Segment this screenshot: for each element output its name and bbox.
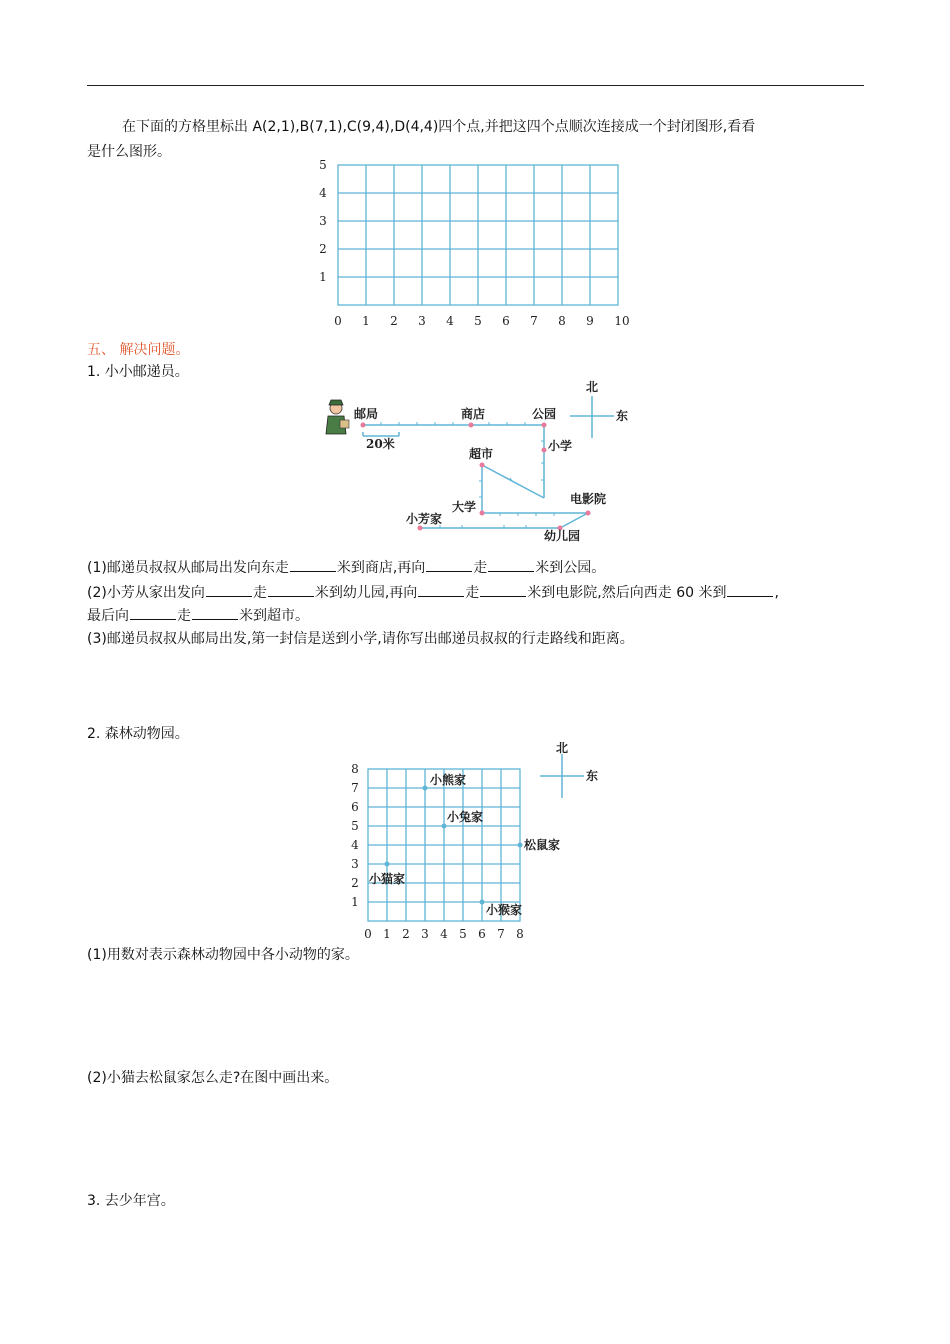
answer-blank[interactable] xyxy=(130,605,176,620)
section-title: 五、 解决问题。 xyxy=(87,342,190,358)
zoo-x-label: 1 xyxy=(383,927,391,941)
kindergarten-label: 幼儿园 xyxy=(544,529,581,543)
zoo-y-label: 4 xyxy=(351,838,359,852)
postman-map xyxy=(320,378,640,548)
q1-part-2-text-a: (2)小芳从家出发向 xyxy=(87,585,205,601)
q1-part-2-text-h: 走 xyxy=(177,608,191,624)
grid1-x-label: 6 xyxy=(502,314,510,328)
grid-1-lines xyxy=(338,165,618,305)
zoo-x-label: 2 xyxy=(402,927,410,941)
university-point xyxy=(480,511,485,516)
coordinate-grid-1 xyxy=(300,155,650,335)
zoo-y-label: 8 xyxy=(351,762,359,776)
grid1-x-label: 10 xyxy=(614,314,630,328)
east-label: 东 xyxy=(616,409,629,423)
squirrel-home-label: 松鼠家 xyxy=(524,838,561,852)
zoo-x-label: 3 xyxy=(421,927,429,941)
park-label: 公园 xyxy=(532,407,557,421)
zoo-y-label: 6 xyxy=(351,800,359,814)
zoo-grid-lines xyxy=(368,769,523,921)
cat-home-label: 小猫家 xyxy=(369,872,406,886)
question-2-title: 2. 森林动物园。 xyxy=(87,726,189,742)
university-label: 大学 xyxy=(452,500,477,514)
q1-part-1-text-c: 走 xyxy=(473,560,488,576)
question-3-title: 3. 去少年宫。 xyxy=(87,1193,175,1209)
q1-part-2-line-2 xyxy=(87,605,309,627)
grid1-y-label: 2 xyxy=(319,242,327,256)
supermarket-label: 超市 xyxy=(469,447,494,461)
north-label: 北 xyxy=(586,380,599,394)
north-label: 北 xyxy=(556,742,569,755)
q1-part-2-text-b: 走 xyxy=(252,585,267,601)
grid1-y-label: 3 xyxy=(319,214,327,228)
q1-part-2-text-g: 最后向 xyxy=(87,608,129,624)
zoo-y-label: 2 xyxy=(351,876,359,890)
cinema-label: 电影院 xyxy=(570,492,607,506)
grid1-x-label: 2 xyxy=(390,314,398,328)
answer-blank[interactable] xyxy=(426,557,472,572)
answer-blank[interactable] xyxy=(192,605,238,620)
zoo-x-label: 8 xyxy=(516,927,524,941)
grid1-x-label: 9 xyxy=(586,314,594,328)
grid1-y-label: 4 xyxy=(319,186,327,200)
supermarket-point xyxy=(480,463,485,468)
zoo-y-label: 5 xyxy=(351,819,359,833)
intro-line-2: 是什么图形。 xyxy=(87,144,171,160)
bear-home-label: 小熊家 xyxy=(430,773,467,787)
post-office-label: 邮局 xyxy=(354,407,379,421)
school-label: 小学 xyxy=(548,439,573,453)
zoo-x-label: 6 xyxy=(478,927,486,941)
answer-blank[interactable] xyxy=(480,582,526,597)
q1-part-2-text-d: 走 xyxy=(465,585,480,601)
grid1-x-label: 1 xyxy=(362,314,370,328)
forest-zoo-grid xyxy=(340,742,620,942)
answer-blank[interactable] xyxy=(488,557,534,572)
xiaofang-home-label: 小芳家 xyxy=(406,512,443,526)
zoo-x-label: 0 xyxy=(364,927,372,941)
grid1-x-label: 8 xyxy=(558,314,566,328)
q1-part-2-text-e: 米到电影院,然后向西走 60 米到 xyxy=(527,585,727,601)
bear-home-point xyxy=(423,786,428,791)
rabbit-home-label: 小兔家 xyxy=(447,810,484,824)
q1-part-1-text-a: (1)邮递员叔叔从邮局出发向东走 xyxy=(87,560,289,576)
compass-icon xyxy=(570,396,614,438)
zoo-y-label: 7 xyxy=(351,781,359,795)
scale-label: 20米 xyxy=(366,437,395,451)
shop-point xyxy=(469,423,474,428)
zoo-y-label: 1 xyxy=(351,895,359,909)
grid1-x-label: 0 xyxy=(334,314,342,328)
xiaofang-home-point xyxy=(418,526,423,531)
cat-home-point xyxy=(385,862,390,867)
grid1-y-label: 1 xyxy=(319,270,327,284)
q2-part-2: (2)小猫去松鼠家怎么走?在图中画出来。 xyxy=(87,1070,339,1086)
q1-part-1 xyxy=(87,557,605,579)
question-1-title: 1. 小小邮递员。 xyxy=(87,364,189,380)
q1-part-2-text-c: 米到幼儿园,再向 xyxy=(314,585,418,601)
answer-blank[interactable] xyxy=(268,582,314,597)
grid1-y-label: 5 xyxy=(319,158,327,172)
answer-blank[interactable] xyxy=(418,582,464,597)
shop-label: 商店 xyxy=(461,407,486,421)
answer-blank[interactable] xyxy=(290,557,336,572)
school-point xyxy=(542,448,547,453)
q1-part-2-text-i: 米到超市。 xyxy=(239,608,309,624)
zoo-x-label: 7 xyxy=(497,927,505,941)
grid1-x-label: 7 xyxy=(530,314,538,328)
header-rule xyxy=(87,85,864,86)
monkey-home-point xyxy=(480,900,485,905)
grid1-x-label: 5 xyxy=(474,314,482,328)
q1-part-1-text-d: 米到公园。 xyxy=(535,560,606,576)
q1-part-1-text-b: 米到商店,再向 xyxy=(336,560,426,576)
monkey-home-label: 小猴家 xyxy=(486,903,523,917)
post-office-point xyxy=(361,423,366,428)
rabbit-home-point xyxy=(442,824,447,829)
grid1-x-label: 4 xyxy=(446,314,454,328)
east-label: 东 xyxy=(586,769,599,783)
intro-line-1: 在下面的方格里标出 A(2,1),B(7,1),C(9,4),D(4,4)四个点,并把这四个点顺次连接成一个封闭图形,看看 xyxy=(122,119,756,135)
zoo-x-label: 5 xyxy=(459,927,467,941)
zoo-y-label: 3 xyxy=(351,857,359,871)
compass-icon xyxy=(540,754,584,798)
grid1-x-label: 3 xyxy=(418,314,426,328)
q2-part-1: (1)用数对表示森林动物园中各小动物的家。 xyxy=(87,947,359,963)
q1-part-3: (3)邮递员叔叔从邮局出发,第一封信是送到小学,请你写出邮递员叔叔的行走路线和距离。 xyxy=(87,631,634,647)
postman-icon xyxy=(326,400,349,434)
park-point xyxy=(542,423,547,428)
answer-blank[interactable] xyxy=(727,582,773,597)
squirrel-home-point xyxy=(518,843,523,848)
answer-blank[interactable] xyxy=(206,582,252,597)
zoo-x-label: 4 xyxy=(440,927,448,941)
q1-part-2-line-1 xyxy=(87,582,779,604)
q1-part-2-text-f: , xyxy=(774,585,779,601)
cinema-point xyxy=(586,511,591,516)
